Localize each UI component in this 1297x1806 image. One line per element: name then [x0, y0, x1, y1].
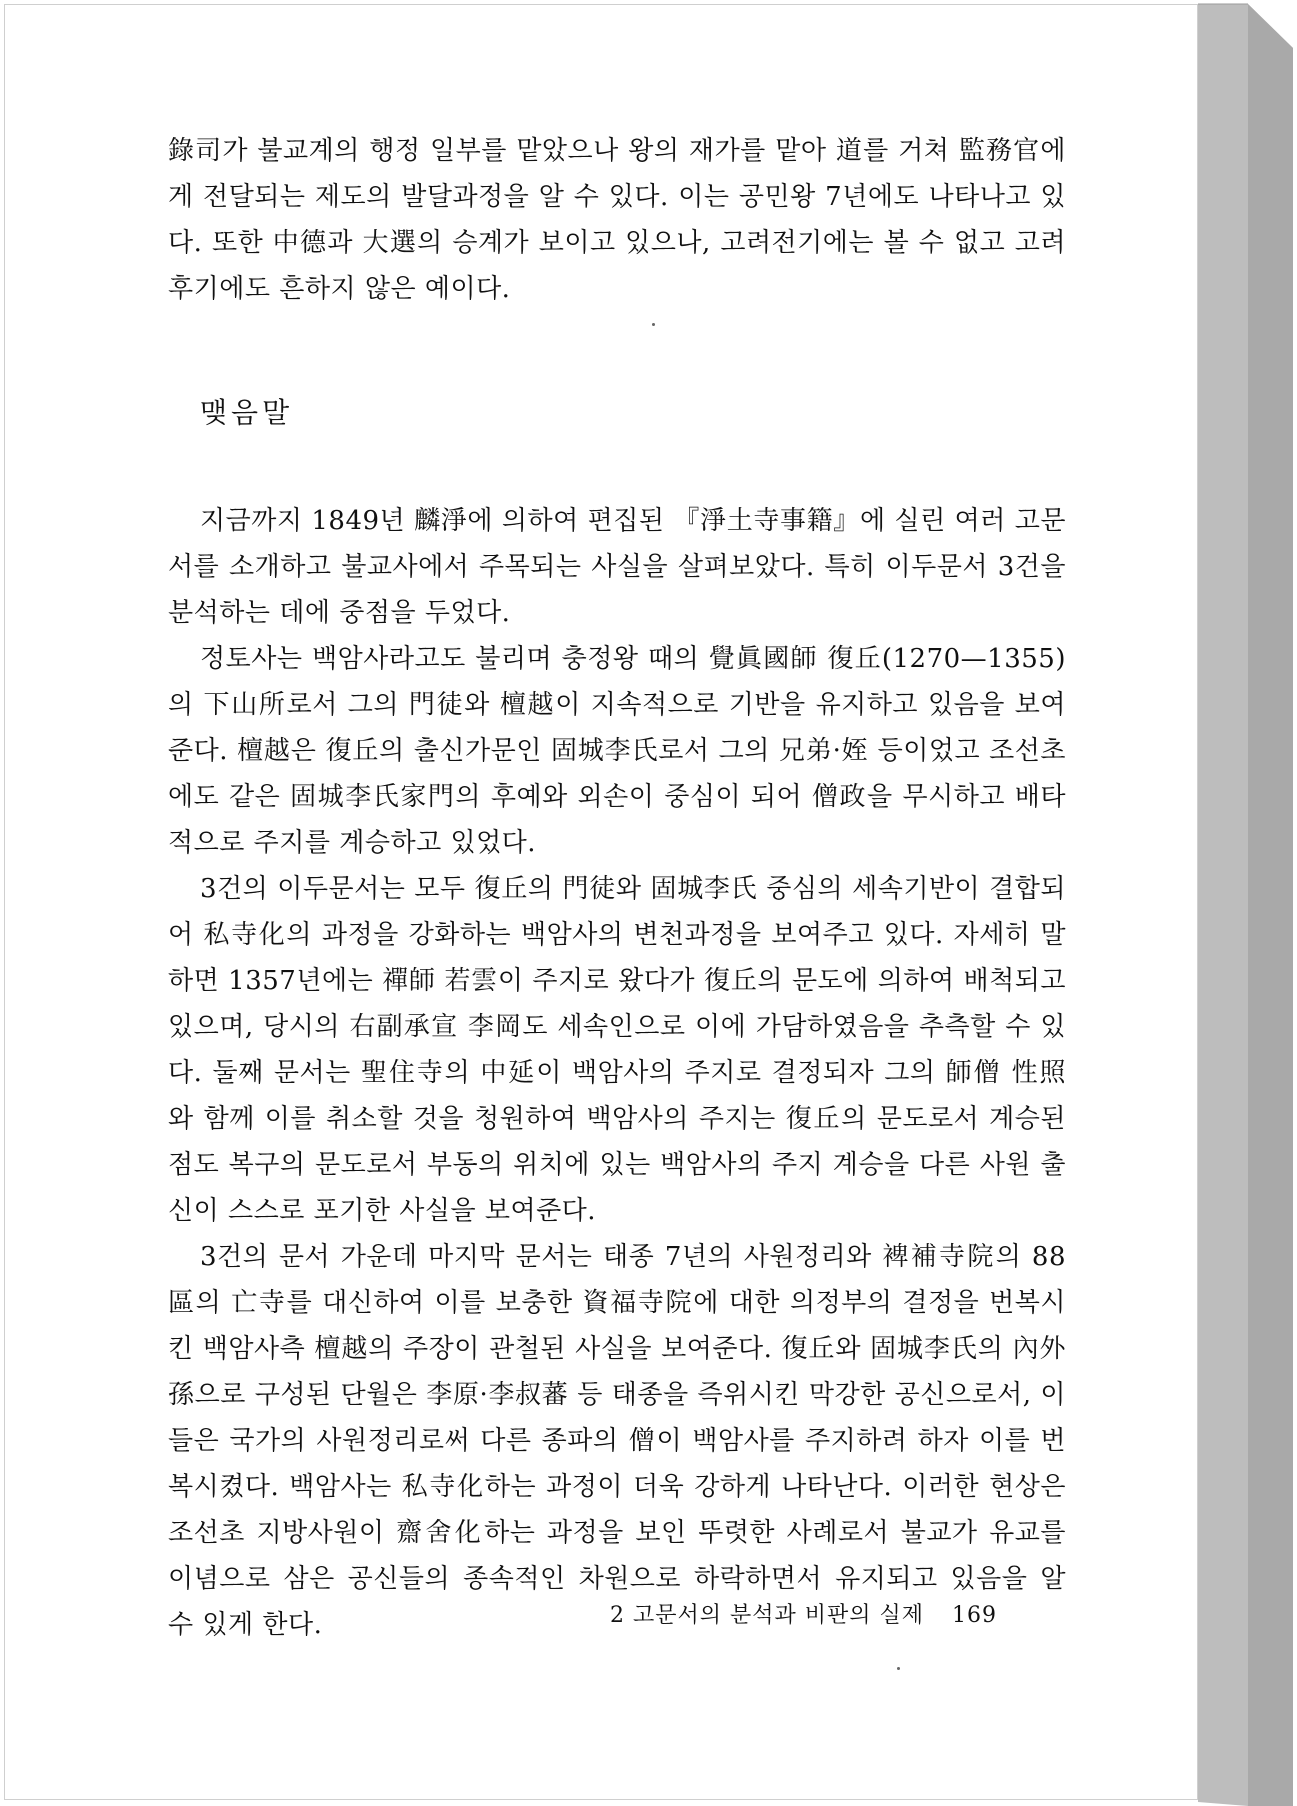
lead-text: 錄司가 불교계의 행정 일부를 맡았으나 왕의 재가를 맡아 道를 거쳐 監務官에게 전달되는 제도의 발달과정을 알 수 있다. 이는 공민왕 7년에도 나타나고 있다. 또한 中德과 大選의 승계가 보이고 있으나, 고려전기에는 볼 수 없고 고려후기에도 흔하지 않은 예이다.: [168, 136, 1066, 304]
paragraph-3: 3건의 이두문서는 모두 復丘의 門徒와 固城李氏 중심의 세속기반이 결합되어 私寺化의 과정을 강화하는 백암사의 변천과정을 보여주고 있다. 자세히 말하면 1357년에는 禪師 若雲이 주지로 왔다가 復丘의 문도에 의하여 배척되고 있으며, 당시의 右副承宣 李岡도 세속인으로 이에 가담하였음을 추측할 수 있다. 둘째 문서는 聖住寺의 中延이 백암사의 주지로 결정되자 그의 師僧 性照와 함께 이를 취소할 것을 청원하여 백암사의 주지는 復丘의 문도로서 계승된 점도 복구의 문도로서 부동의 위치에 있는 백암사의 주지 계승을 다른 사원 출신이 스스로 포기한 사실을 보여준다.: [168, 874, 1066, 1226]
paragraph-2: 정토사는 백암사라고도 불리며 충정왕 때의 覺眞國師 復丘(1270—1355)의 下山所로서 그의 門徒와 檀越이 지속적으로 기반을 유지하고 있음을 보여준다. 檀越은 復丘의 출신가문인 固城李氏로서 그의 兄弟·姪 등이었고 조선초에도 같은 固城李氏家門의 후예와 외손이 중심이 되어 僧政을 무시하고 배타적으로 주지를 계승하고 있었다.: [168, 644, 1066, 858]
book-spine: [1198, 0, 1293, 1806]
page-footer: [610, 1598, 1030, 1629]
section-heading: 맺음말: [200, 396, 294, 429]
page-body: [168, 128, 1066, 1648]
lead-paragraph: [168, 128, 1066, 312]
scan-speck: [897, 1667, 900, 1670]
paragraph-1: 지금까지 1849년 麟淨에 의하여 편집된 『淨土寺事籍』에 실린 여러 고문서를 소개하고 불교사에서 주목되는 사실을 살펴보았다. 특히 이두문서 3건을 분석하는 데에 중점을 두었다.: [168, 506, 1066, 628]
paragraph-4: 3건의 문서 가운데 마지막 문서는 태종 7년의 사원정리와 裨補寺院의 88區의 亡寺를 대신하여 이를 보충한 資福寺院에 대한 의정부의 결정을 번복시킨 백암사측 檀越의 주장이 관철된 사실을 보여준다. 復丘와 固城李氏의 內外孫으로 구성된 단월은 李原·李叔蕃 등 태종을 즉위시킨 막강한 공신으로서, 이들은 국가의 사원정리로써 다른 종파의 僧이 백암사를 주지하려 하자 이를 번복시켰다. 백암사는 私寺化하는 과정이 더욱 강하게 나타난다. 이러한 현상은 조선초 지방사원이 齋舍化하는 과정을 보인 뚜렷한 사례로서 불교가 유교를 이념으로 삼은 공신들의 종속적인 차원으로 하락하면서 유지되고 있음을 알 수 있게 한다.: [168, 1242, 1066, 1640]
page-number: 169: [952, 1603, 997, 1628]
running-title: 2 고문서의 분석과 비판의 실제: [610, 1603, 924, 1628]
